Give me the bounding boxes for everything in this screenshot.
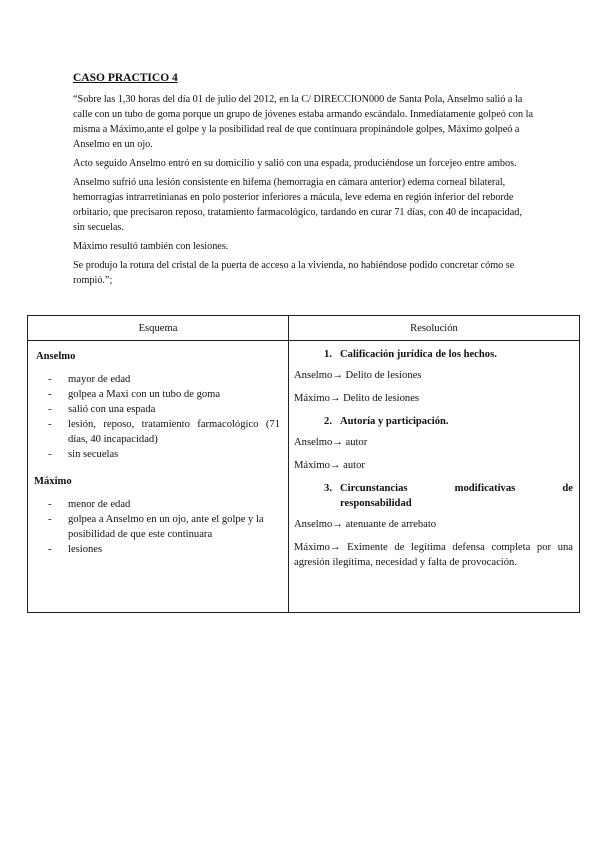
- section-heading: [294, 481, 573, 511]
- section-heading: [294, 347, 573, 362]
- esquema-cell: [28, 341, 289, 613]
- resolution-line: Máximo→ Delito de lesiones: [294, 393, 420, 404]
- list-item: [34, 447, 280, 462]
- section-title: [340, 481, 573, 511]
- resolution-line: Anselmo→ autor: [294, 437, 368, 448]
- maximo-list: [34, 497, 280, 557]
- list-item-text: golpea a Maxi con un tubo de goma: [68, 389, 221, 400]
- section-title: Calificación jurídica de los hechos.: [340, 349, 497, 360]
- section-title: Autoría y participación.: [340, 416, 449, 427]
- header-esquema: Esquema: [28, 316, 289, 341]
- section-number: 1.: [324, 349, 332, 360]
- dash-bullet: -: [48, 389, 52, 400]
- dash-bullet: -: [48, 499, 52, 510]
- list-item: [34, 372, 280, 387]
- list-item-text: sin secuelas: [68, 449, 119, 460]
- dash-bullet: -: [48, 404, 52, 415]
- dash-bullet: -: [48, 374, 52, 385]
- statement-paragraph: “Sobre las 1,30 horas del día 01 de julio del 2012, en la C/ DIRECCION000 de Santa Pola, Anselmo salió a la calle con un tubo de goma porque un grupo de jóvenes estaba armando escándalo. Inmediatamente golpeó con la misma a Máximo,ante el golpe y la posibilidad real de que continuara propinándole golpes, Máximo golpeó a Anselmo en un ojo.: [73, 94, 533, 150]
- dash-bullet: -: [48, 544, 52, 555]
- case-title: CASO PRACTICO 4: [73, 72, 178, 84]
- list-item-text: golpea a Anselmo en un ojo, ante el golpe y la posibilidad de que este continuara: [68, 514, 264, 540]
- section-number: 3.: [324, 483, 332, 494]
- section-title-word: de: [562, 483, 573, 494]
- table-body-row: [28, 341, 580, 613]
- resolution-line: Máximo→ Eximente de legítima defensa completa por una agresión ilegítima, necesidad y falta de provocación.: [294, 542, 573, 568]
- list-item-text: salió con una espada: [68, 404, 156, 415]
- list-item: [34, 387, 280, 402]
- list-item: [34, 402, 280, 417]
- list-item-text: lesiones: [68, 544, 103, 555]
- table-header-row: [28, 316, 580, 341]
- section-title-line: [340, 481, 573, 496]
- list-item-text: menor de edad: [68, 499, 131, 510]
- statement-paragraph: Se produjo la rotura del cristal de la puerta de acceso a la vivienda, no habiéndose podido concretar cómo se rompió.”;: [73, 260, 515, 286]
- resolution-line: Máximo→ autor: [294, 460, 365, 471]
- case-statement: [73, 92, 533, 292]
- statement-paragraph: Máximo resultó también con lesiones.: [73, 241, 229, 252]
- resolution-line: Anselmo→ Delito de lesiones: [294, 370, 422, 381]
- maximo-label: Máximo: [34, 476, 72, 487]
- header-resolucion: Resolución: [289, 316, 580, 341]
- dash-bullet: -: [48, 419, 52, 430]
- list-item: [34, 497, 280, 512]
- list-item-text: mayor de edad: [68, 374, 131, 385]
- resolucion-cell: [289, 341, 580, 613]
- list-item-text: lesión, reposo, tratamiento farmacológico (71 días, 40 incapacidad): [68, 419, 280, 445]
- anselmo-label: Anselmo: [36, 351, 76, 362]
- section-title-word: Circunstancias: [340, 483, 408, 494]
- statement-paragraph: Acto seguido Anselmo entró en su domicilio y salió con una espada, produciéndose un forcejeo entre ambos.: [73, 158, 517, 169]
- list-item: [34, 417, 280, 447]
- resolution-line: Anselmo→ atenuante de arrebato: [294, 519, 437, 530]
- list-item: [34, 542, 280, 557]
- dash-bullet: -: [48, 449, 52, 460]
- section-title-word: modificativas: [454, 483, 516, 494]
- statement-paragraph: Anselmo sufrió una lesión consistente en hifema (hemorragia en cámara anterior) edema corneal bilateral, hemorragias intrarretinianas en polo posterior inferiores a mácula, leve edema en región inferior del reborde orbitario, que precisaron reposo, tratamiento farmacológico, tardando en curar 71 días, con 40 de incapacidad, sin secuelas.: [73, 177, 522, 233]
- section-heading: [294, 414, 573, 429]
- anselmo-list: [34, 372, 280, 462]
- section-title-word: responsabilidad: [340, 498, 412, 509]
- analysis-table: [27, 315, 580, 613]
- dash-bullet: -: [48, 514, 52, 525]
- section-number: 2.: [324, 416, 332, 427]
- list-item: [34, 512, 280, 542]
